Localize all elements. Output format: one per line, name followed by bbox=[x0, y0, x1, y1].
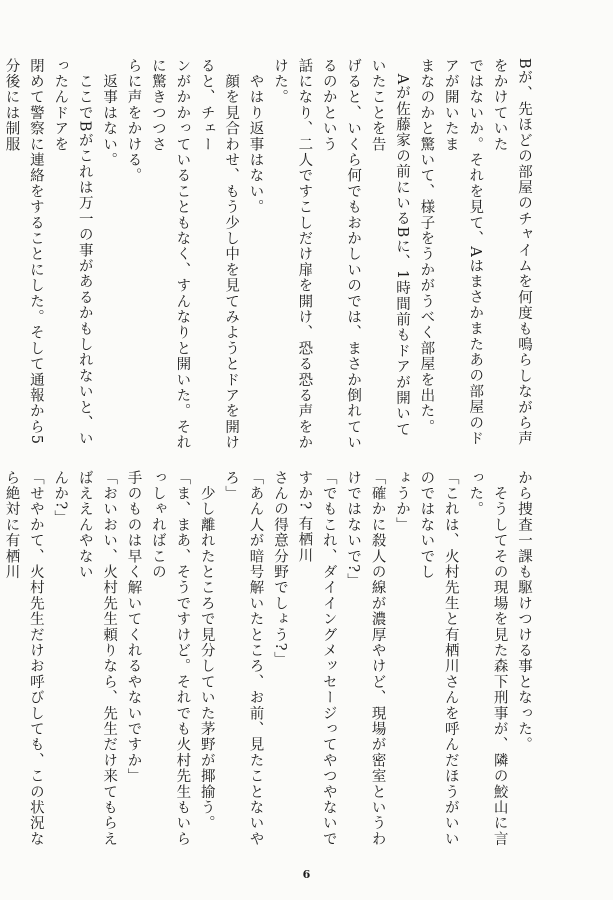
text-line: Aが佐藤家の前にいるBに、1時間前もドアが開いていたことを告 bbox=[369, 58, 410, 438]
text-line: ンがかかっていることもなく、すんなりと開いた。それに驚きつつさ bbox=[149, 58, 191, 451]
text-line: さんの得意分野でしょう?」 bbox=[271, 470, 288, 668]
text-line: 閉めて警察に連絡をすることにした。そして通報から5分後には制服 bbox=[3, 58, 44, 446]
text-line: 手のものは早く解いてくれるやないですか」 bbox=[125, 470, 142, 784]
text-line: らに声をかける。 bbox=[125, 58, 142, 184]
text-line: そうしてその現場を見た森下刑事が、隣の鮫山に言った。 bbox=[467, 470, 508, 847]
text-line: げると、いくら何でもおかしいのでは、まさか倒れているのかという bbox=[320, 58, 362, 451]
text-column-top bbox=[3, 58, 536, 452]
text-line: 「これは、火村先生と有栖川さんを呼んだほうがいいのではないでし bbox=[418, 470, 459, 847]
text-line: Bが、先ほどの部屋のチャイムを何度も鳴らしながら声をかけていた bbox=[491, 58, 532, 447]
text-line: 顔を見合わせ、もう少し中を見てみようとドアを開けると、チェー bbox=[198, 58, 240, 451]
text-line: 話になり、二人ですこしだけ扉を開け、恐る恐る声をかけた。 bbox=[271, 58, 313, 451]
text-line: やはり返事はない。 bbox=[247, 58, 264, 215]
text-line: 「おいおい、火村先生頼りなら、先生だけ来てもらえばええんやない bbox=[76, 470, 118, 847]
text-line: 「せやかて、火村先生だけお呼びしても、この状況なら絶対に有栖川 bbox=[3, 470, 44, 847]
text-line: 「ま、まあ、そうですけど。それでも火村先生もいらっしゃればこの bbox=[149, 470, 191, 847]
text-line: 返事はない。 bbox=[101, 58, 118, 168]
text-line: 「あん人が暗号解いたところ、お前、見たことないやろ」 bbox=[223, 470, 264, 847]
text-line: ではないか。それを見て、Aはまさかまたあの部屋のドアが開いたま bbox=[442, 58, 484, 447]
text-line: 「でもこれ、ダイイングメッセージってやつやないですか? 有栖川 bbox=[296, 470, 337, 847]
text-line: 「確かに殺人の線が濃厚やけど、現場が密室というわけではないで?」 bbox=[345, 470, 386, 847]
text-line: ここでBがこれは万一の事があるかもしれないと、いったんドアを bbox=[52, 58, 93, 447]
text-line: ょうか」 bbox=[393, 470, 410, 533]
text-line: 少し離れたところで見分していた茅野が揶揄う。 bbox=[198, 470, 215, 832]
text-line: まなのかと驚いて、様子をうかがうべく部屋を出た。 bbox=[418, 58, 435, 435]
text-column-bottom bbox=[3, 470, 536, 862]
text-line: から捜査一課も駆けつける事となった。 bbox=[516, 470, 532, 753]
text-line: んか?」 bbox=[52, 470, 69, 527]
page-number: 6 bbox=[302, 868, 311, 881]
